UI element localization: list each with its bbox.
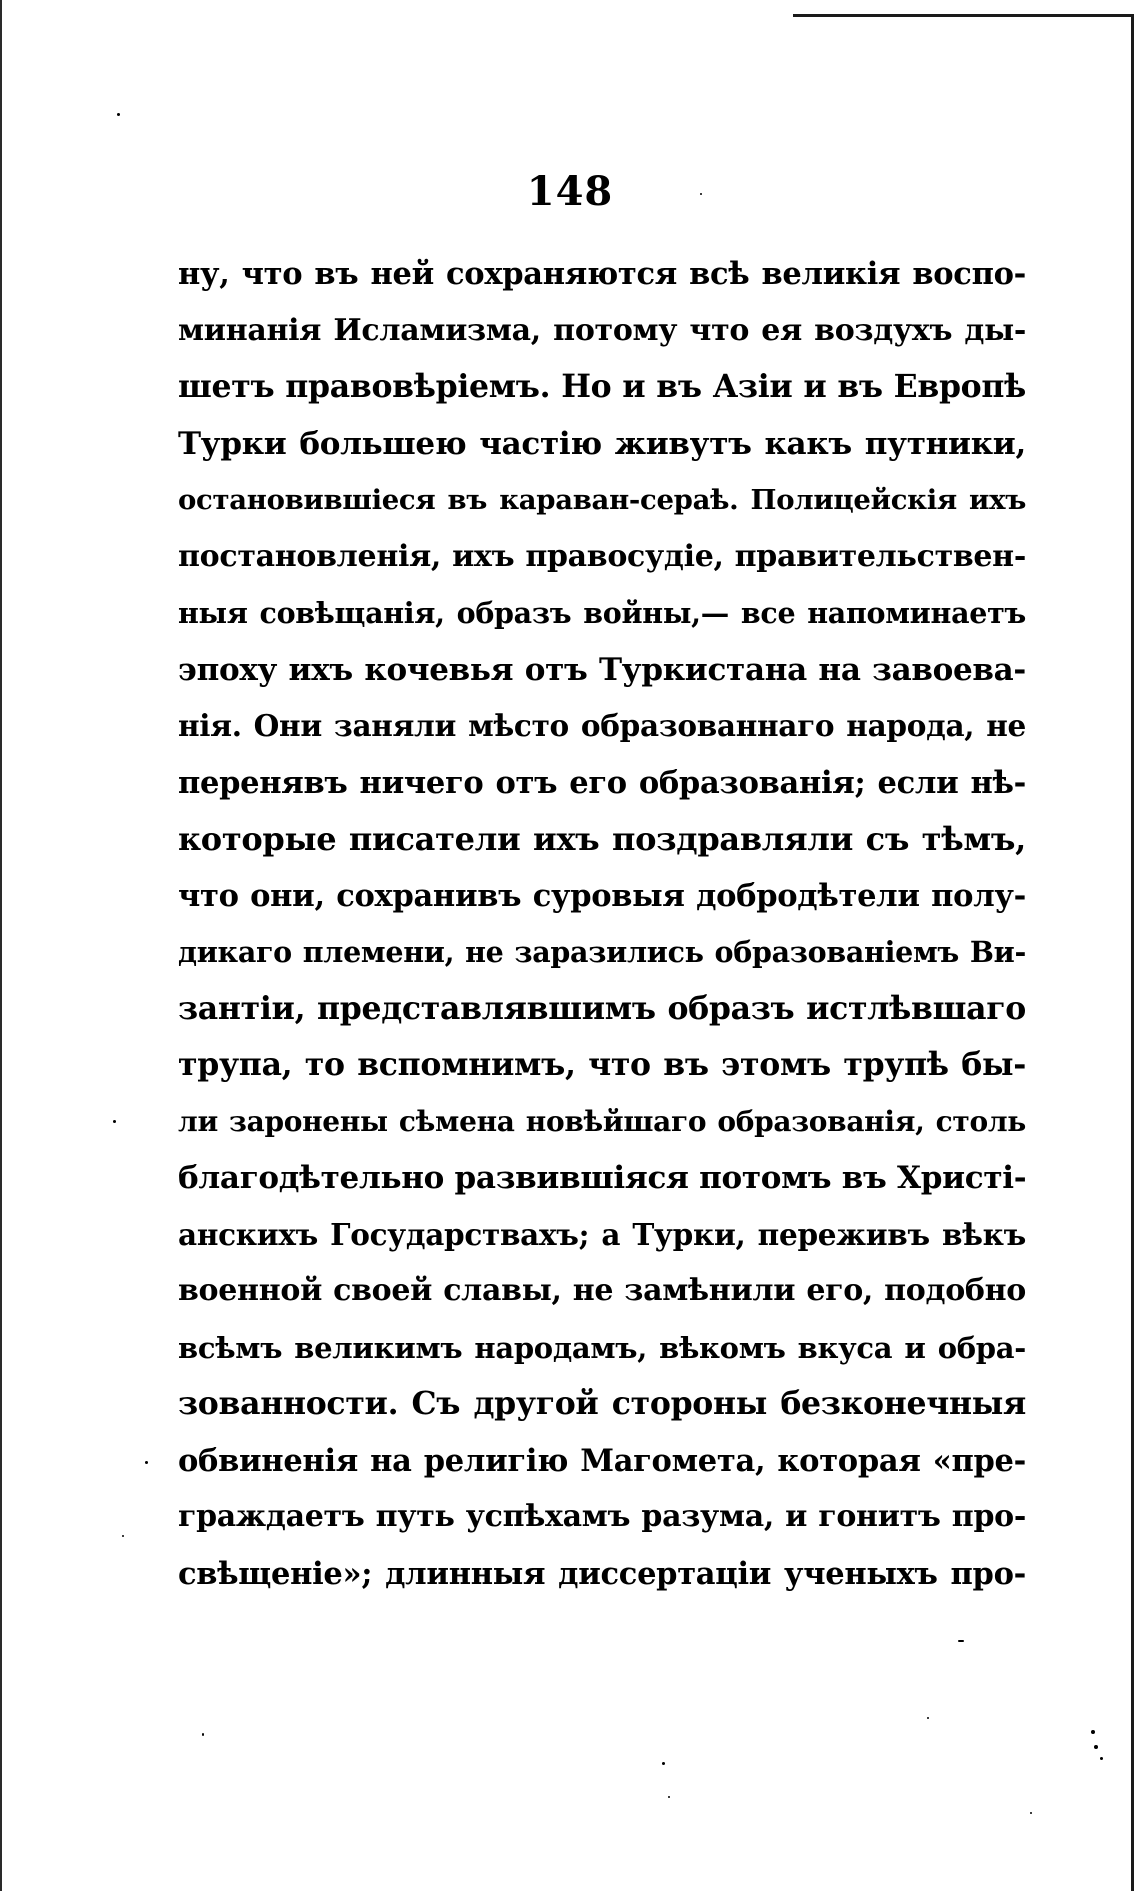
scan-speck: [1091, 1730, 1095, 1734]
scan-speck: [1094, 1745, 1098, 1749]
scan-speck: [958, 1640, 964, 1642]
scan-edge-left: [0, 0, 2, 1891]
text-line: которые писатели ихъ поздравляли съ тѣмъ,: [178, 820, 1026, 858]
scan-speck: [1030, 1812, 1032, 1814]
text-line: постановленія, ихъ правосудіе, правительствен-: [178, 538, 1026, 574]
text-line: ли заронены сѣмена новѣйшаго образованія, столь: [178, 1104, 1026, 1138]
text-line: нія. Они заняли мѣсто образованнаго народа, не: [178, 708, 1026, 743]
text-line: дикаго племени, не заразились образованіемъ Ви-: [178, 935, 1026, 969]
scan-speck: [122, 1535, 124, 1537]
body-text: [178, 246, 1026, 1602]
text-line: шетъ правовѣріемъ. Но и въ Азіи и въ Европѣ: [178, 368, 1026, 405]
page-number: 148: [526, 168, 614, 215]
text-line: обвиненія на религію Магомета, которая «пре-: [178, 1442, 1026, 1479]
text-line: Турки большею частію живутъ какъ путники,: [178, 425, 1026, 462]
text-line: ныя совѣщанія, образъ войны,— все напоминаетъ: [178, 596, 1026, 630]
scan-speck: [668, 1796, 670, 1798]
text-line: военной своей славы, не замѣнили его, подобно: [178, 1273, 1026, 1308]
scan-speck: [662, 1762, 665, 1765]
text-line: минанія Исламизма, потому что ея воздухъ ды-: [178, 312, 1026, 348]
text-line: остановившіеся въ караван-сераѣ. Полицейскія ихъ: [178, 484, 1026, 516]
scan-speck: [145, 1461, 148, 1464]
scan-speck: [1100, 1757, 1103, 1760]
scan-speck: [927, 1717, 929, 1719]
scan-edge-top: [793, 14, 1133, 17]
text-line: всѣмъ великимъ народамъ, вѣкомъ вкуса и обра-: [178, 1330, 1026, 1365]
scan-speck: [113, 1120, 116, 1123]
text-line: трупа, то вспомнимъ, что въ этомъ трупѣ бы-: [178, 1046, 1026, 1083]
scan-speck: [202, 1733, 204, 1736]
scan-speck: [700, 193, 702, 195]
scan-speck: [117, 113, 120, 116]
text-line: перенявъ ничего отъ его образованія; если нѣ-: [178, 764, 1026, 801]
text-line: ну, что въ ней сохраняются всѣ великія воспо-: [178, 256, 1026, 292]
text-line: благодѣтельно развившіяся потомъ въ Христі-: [178, 1160, 1026, 1196]
text-line: эпоху ихъ кочевья отъ Туркистана на завоева-: [178, 651, 1026, 688]
text-line: анскихъ Государствахъ; а Турки, переживъ вѣкъ: [178, 1216, 1026, 1252]
text-line: зованности. Съ другой стороны безконечныя: [178, 1385, 1026, 1422]
scan-edge-right: [1131, 14, 1134, 1891]
text-line: свѣщеніе»; длинныя диссертаціи ученыхъ про-: [178, 1555, 1026, 1592]
text-line: граждаетъ путь успѣхамъ разума, и гонитъ про-: [178, 1499, 1026, 1534]
text-line: что они, сохранивъ суровыя добродѣтели полу-: [178, 877, 1026, 914]
text-line: зантіи, представлявшимъ образъ истлѣвшаго: [178, 989, 1026, 1027]
